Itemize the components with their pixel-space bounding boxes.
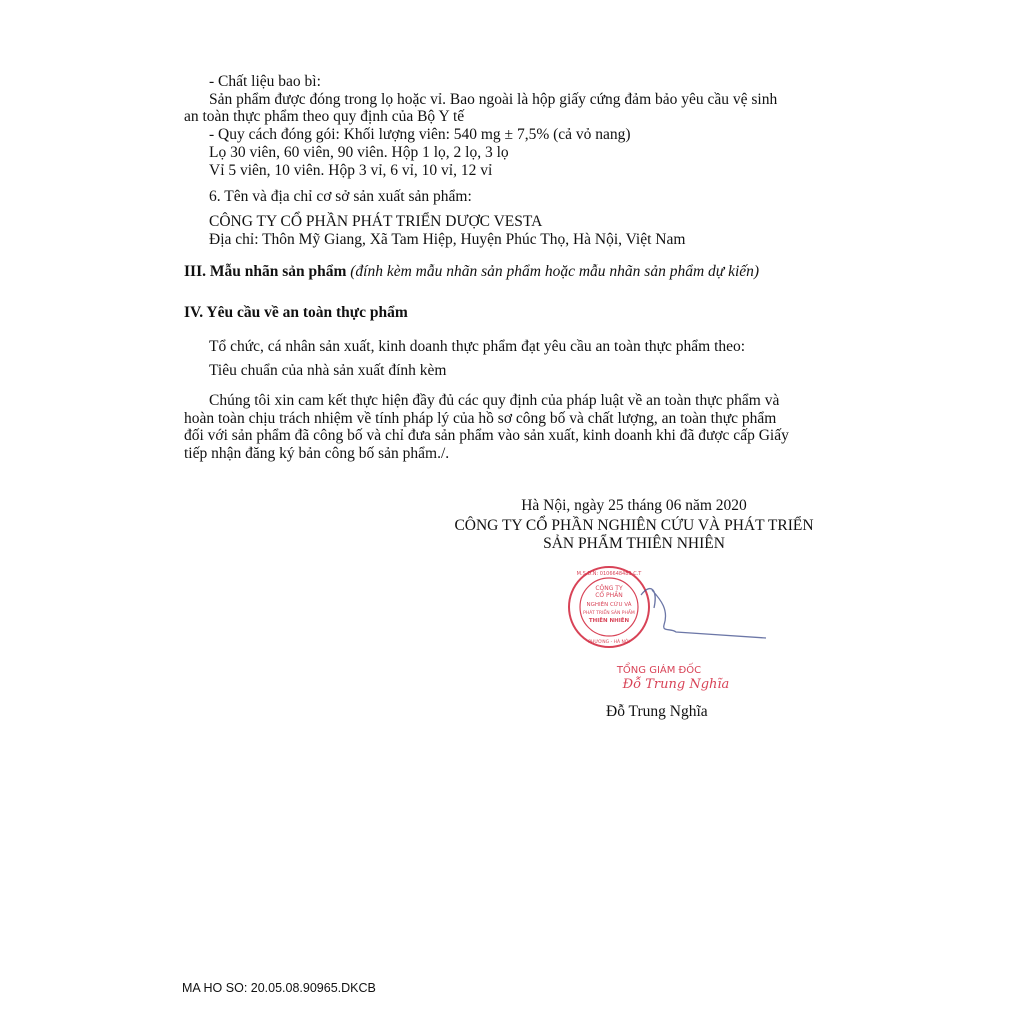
commitment-line: hoàn toàn chịu trách nhiệm về tính pháp lý của hồ sơ công bố và chất lượng, an toàn thực phẩm bbox=[184, 410, 777, 427]
commitment-line: Chúng tôi xin cam kết thực hiện đầy đủ các quy định của pháp luật về an toàn thực phẩm và bbox=[209, 392, 780, 409]
packaging-material-heading: - Chất liệu bao bì: bbox=[209, 73, 321, 90]
seal-ring-text: M.S.D.N: 0106648483 C.T bbox=[576, 571, 642, 577]
manufacturer-heading: 6. Tên và địa chỉ cơ sở sản xuất sản phẩm: bbox=[209, 188, 472, 205]
manufacturer-address: Địa chỉ: Thôn Mỹ Giang, Xã Tam Hiệp, Huyện Phúc Thọ, Hà Nội, Việt Nam bbox=[209, 231, 686, 248]
signature-stroke bbox=[641, 589, 766, 638]
seal-text: CÔNG TY bbox=[595, 585, 623, 592]
section-3-note: (đính kèm mẫu nhãn sản phẩm hoặc mẫu nhãn sản phẩm dự kiến) bbox=[350, 263, 760, 280]
seal-text: NGHIÊN CỨU VÀ bbox=[586, 602, 632, 608]
signing-company-line: CÔNG TY CỔ PHẦN NGHIÊN CỨU VÀ PHÁT TRIỂN bbox=[454, 517, 814, 534]
manufacturer-name: CÔNG TY CỔ PHẦN PHÁT TRIỂN DƯỢC VESTA bbox=[209, 213, 543, 230]
commitment-line: tiếp nhận đăng ký bản công bố sản phẩm./. bbox=[184, 445, 450, 462]
seal-ring-text: PHƯƠNG - HÀ NỘI bbox=[588, 640, 630, 645]
company-seal-and-signature bbox=[566, 560, 776, 700]
packaging-material-line: Sản phẩm được đóng trong lọ hoặc vỉ. Bao ngoài là hộp giấy cứng đảm bảo yêu cầu vệ sinh bbox=[209, 91, 778, 108]
section-4-line: Tiêu chuẩn của nhà sản xuất đính kèm bbox=[209, 362, 447, 379]
commitment-line: đối với sản phẩm đã công bố và chỉ đưa sản phẩm vào sản xuất, kinh doanh khi đã được cấp Giấy bbox=[184, 427, 789, 444]
bottles-line: Lọ 30 viên, 60 viên, 90 viên. Hộp 1 lọ, 2 lọ, 3 lọ bbox=[209, 144, 509, 161]
seal-svg bbox=[566, 560, 776, 700]
file-code: MA HO SO: 20.05.08.90965.DKCB bbox=[182, 981, 376, 995]
seal-text: CỔ PHẦN bbox=[595, 592, 623, 599]
packaging-material-line: an toàn thực phẩm theo quy định của Bộ Y tế bbox=[184, 108, 465, 125]
section-3-heading bbox=[184, 263, 759, 281]
blisters-line: Vỉ 5 viên, 10 viên. Hộp 3 vỉ, 6 vỉ, 10 vỉ, 12 vỉ bbox=[209, 162, 493, 179]
seal-text: PHÁT TRIỂN SẢN PHẨM bbox=[583, 611, 635, 616]
seal-text: THIÊN NHIÊN bbox=[588, 618, 630, 624]
place-date: Hà Nội, ngày 25 tháng 06 năm 2020 bbox=[521, 497, 747, 514]
signing-company-line: SẢN PHẨM THIÊN NHIÊN bbox=[543, 535, 725, 552]
section-4-line: Tổ chức, cá nhân sản xuất, kinh doanh thực phẩm đạt yêu cầu an toàn thực phẩm theo: bbox=[209, 338, 746, 355]
stamp-title: TỔNG GIÁM ĐỐC bbox=[616, 665, 702, 676]
packing-spec-line: - Quy cách đóng gói: Khối lượng viên: 540 mg ± 7,5% (cả vỏ nang) bbox=[209, 126, 631, 143]
section-4-title: IV. Yêu cầu về an toàn thực phẩm bbox=[184, 304, 408, 321]
section-3-title: III. Mẫu nhãn sản phẩm bbox=[184, 263, 347, 280]
stamp-name-script: Đỗ Trung Nghĩa bbox=[622, 677, 730, 692]
signer-name: Đỗ Trung Nghĩa bbox=[606, 703, 708, 720]
